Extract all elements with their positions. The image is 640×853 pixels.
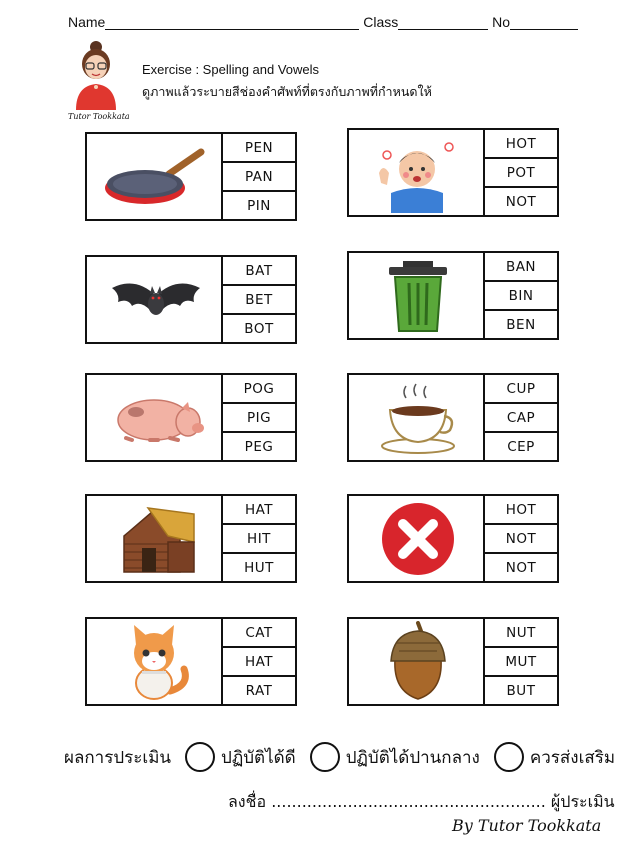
- picture: [87, 619, 225, 704]
- options: [483, 496, 557, 581]
- picture: [349, 130, 487, 215]
- picture: [87, 496, 225, 581]
- header-line: [68, 14, 578, 30]
- option-2[interactable]: CAP: [485, 402, 557, 431]
- card-frying-pan: [85, 132, 297, 221]
- evaluation-label: ผลการประเมิน: [64, 747, 172, 768]
- option-2[interactable]: PAN: [223, 161, 295, 190]
- option-2[interactable]: BIN: [485, 280, 557, 309]
- no-label: No: [492, 14, 511, 30]
- option-3[interactable]: PEG: [223, 431, 295, 460]
- evaluation-choice-improve: ควรส่งเสริม: [529, 747, 616, 768]
- option-2[interactable]: MUT: [485, 646, 557, 675]
- class-label: Class: [363, 14, 399, 30]
- evaluation-choice-fair: ปฏิบัติได้ปานกลาง: [345, 747, 480, 768]
- frying-pan-icon: [101, 142, 211, 212]
- picture: [349, 496, 487, 581]
- option-3[interactable]: BOT: [223, 313, 295, 342]
- options: [483, 130, 557, 215]
- exercise-instruction: ดูภาพแล้วระบายสีช่องคำศัพท์ที่ตรงกับภาพที่กำหนดให้: [142, 85, 432, 99]
- options: [221, 134, 295, 219]
- options: [483, 253, 557, 338]
- picture: [349, 375, 487, 460]
- option-1[interactable]: HOT: [505, 135, 537, 152]
- option-2[interactable]: POT: [485, 157, 557, 186]
- options: [221, 496, 295, 581]
- options: [483, 619, 557, 704]
- card-coffee-cup: [347, 373, 559, 462]
- option-1[interactable]: CAT: [245, 624, 273, 641]
- acorn-icon: [385, 621, 451, 703]
- options: [483, 375, 557, 460]
- evaluation-choice-good-checkbox[interactable]: [185, 742, 215, 772]
- option-3[interactable]: NOT: [485, 552, 557, 581]
- picture: [87, 257, 225, 342]
- signature-line: [228, 790, 615, 815]
- evaluation-choice-improve-checkbox[interactable]: [494, 742, 524, 772]
- tutor-avatar: [70, 38, 122, 110]
- options: [221, 257, 295, 342]
- card-pig: [85, 373, 297, 462]
- hot-person-icon: [373, 133, 463, 213]
- card-bat: [85, 255, 297, 344]
- evaluation-choice-good: ปฏิบัติได้ดี: [221, 747, 296, 768]
- option-1[interactable]: POG: [243, 380, 275, 397]
- option-3[interactable]: PIN: [223, 190, 295, 219]
- option-3[interactable]: CEP: [485, 431, 557, 460]
- option-1[interactable]: BAN: [505, 258, 537, 275]
- picture: [87, 375, 225, 460]
- signature-dots[interactable]: ......................................................: [271, 792, 546, 811]
- picture: [349, 619, 487, 704]
- options: [221, 619, 295, 704]
- options: [221, 375, 295, 460]
- name-field[interactable]: [105, 15, 359, 30]
- card-trash-bin: [347, 251, 559, 340]
- option-1[interactable]: HOT: [505, 501, 537, 518]
- option-2[interactable]: HAT: [223, 646, 295, 675]
- class-field[interactable]: [398, 15, 488, 30]
- option-1[interactable]: HAT: [244, 501, 274, 518]
- option-2[interactable]: PIG: [223, 402, 295, 431]
- option-1[interactable]: BAT: [245, 262, 273, 279]
- option-3[interactable]: RAT: [223, 675, 295, 704]
- evaluation-row: [64, 742, 615, 772]
- signature-suffix: ผู้ประเมิน: [550, 792, 615, 811]
- hut-icon: [114, 502, 198, 576]
- card-acorn-nut: [347, 617, 559, 706]
- card-cat: [85, 617, 297, 706]
- option-3[interactable]: HUT: [223, 552, 295, 581]
- pig-icon: [106, 390, 206, 446]
- red-x-icon: [379, 500, 457, 578]
- evaluation-choice-fair-checkbox[interactable]: [310, 742, 340, 772]
- exercise-title: Exercise : Spelling and Vowels: [142, 62, 320, 77]
- byline: By Tutor Tookkata: [452, 816, 602, 835]
- option-2[interactable]: HIT: [223, 523, 295, 552]
- option-3[interactable]: BUT: [485, 675, 557, 704]
- option-3[interactable]: NOT: [485, 186, 557, 215]
- trash-bin-icon: [383, 259, 453, 333]
- no-field[interactable]: [510, 15, 578, 30]
- coffee-cup-icon: [376, 380, 460, 456]
- option-1[interactable]: PEN: [244, 139, 274, 156]
- option-1[interactable]: NUT: [506, 624, 536, 641]
- card-hut: [85, 494, 297, 583]
- picture: [349, 253, 487, 338]
- option-2[interactable]: NOT: [485, 523, 557, 552]
- option-2[interactable]: BET: [223, 284, 295, 313]
- option-3[interactable]: BEN: [485, 309, 557, 338]
- picture: [87, 134, 225, 219]
- cat-icon: [120, 621, 192, 703]
- option-1[interactable]: CUP: [506, 380, 536, 397]
- bat-icon: [106, 270, 206, 330]
- signature-prefix: ลงชื่อ: [228, 792, 267, 811]
- name-label: Name: [68, 14, 106, 30]
- card-hot-person: [347, 128, 559, 217]
- card-red-x: [347, 494, 559, 583]
- tutor-caption: Tutor Tookkata: [68, 112, 130, 121]
